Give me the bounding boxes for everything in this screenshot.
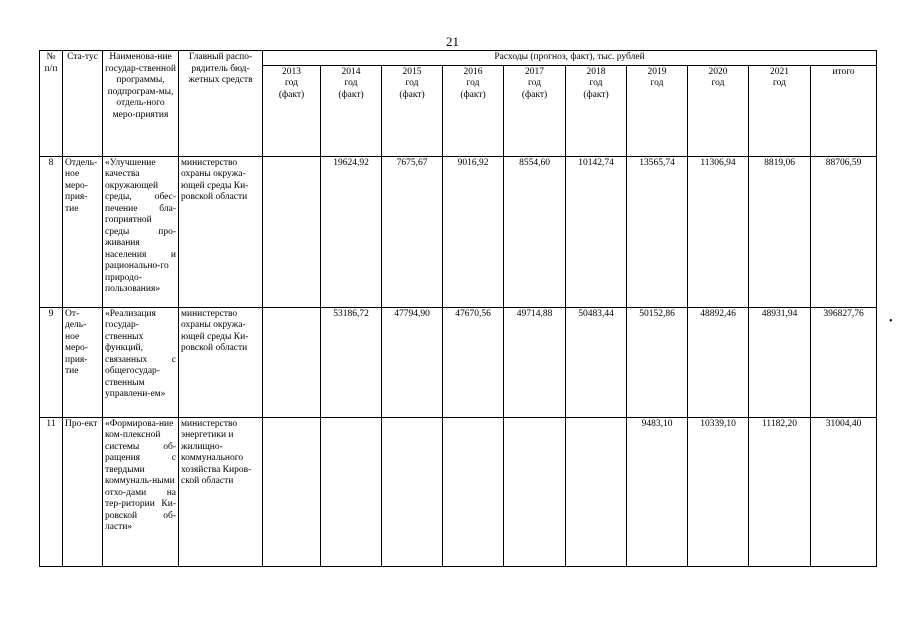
header-expenses: Расходы (прогноз, факт), тыс. рублей	[263, 51, 877, 66]
header-year-year: 2016	[463, 66, 483, 77]
row-value-2017: 49714,88	[504, 307, 566, 417]
header-year-2013	[263, 65, 321, 156]
header-year-unit: год	[773, 78, 786, 88]
row-value-2014: 19624,92	[321, 156, 382, 307]
header-manager: Главный распо-рядитель бюд-жетных средств	[179, 51, 263, 157]
header-year-kind: (факт)	[583, 89, 609, 100]
header-year-unit: год	[528, 78, 541, 88]
row-value-2018	[566, 417, 627, 566]
table-row	[40, 307, 877, 417]
row-value-2013	[263, 417, 321, 566]
row-num: 9	[40, 307, 63, 417]
header-year-year: 2017	[525, 66, 544, 77]
header-year-unit: год	[589, 78, 603, 88]
row-value-2013	[263, 307, 321, 417]
header-year-unit: год	[405, 78, 419, 88]
header-year-kind: (факт)	[460, 89, 486, 100]
header-year-kind: (факт)	[399, 89, 425, 100]
row-value-2017: 8554,60	[504, 156, 566, 307]
row-value-2015	[382, 417, 443, 566]
row-value-2013	[263, 156, 321, 307]
row-total: 31004,40	[811, 417, 877, 566]
header-year-unit: год	[466, 78, 480, 88]
row-manager: министерство охраны окружа-ющей среды Ки-ровской области	[179, 307, 263, 417]
row-manager: министерство охраны окружа-ющей среды Ки-ровской области	[179, 156, 263, 307]
header-year-2014	[321, 65, 382, 156]
header-year-year: 2014	[341, 66, 361, 77]
header-year-unit: год	[711, 78, 725, 88]
header-name: Наименова-ние государ-ственной программы, подпрограм-мы, отдель-ного меро-приятия	[103, 51, 179, 157]
row-name: «Формирова-ние ком-плексной системы об-ращения с твердыми коммуналь-ными отхо-дами на тер-ритории Ки-ровской об-ласти»	[103, 417, 179, 566]
expenses-table	[39, 50, 877, 567]
header-year-2017	[504, 65, 566, 156]
row-status: Про-ект	[63, 417, 103, 566]
row-total: 396827,76	[811, 307, 877, 417]
header-status: Ста-тус	[63, 51, 103, 157]
header-num: № п/п	[40, 51, 63, 157]
header-year-2020	[688, 65, 749, 156]
table-row	[40, 417, 877, 566]
header-year-year: 2021	[770, 66, 789, 77]
row-name: «Реализация государ-ственных функций, связанных с общегосудар-ственным управлени-ем»	[103, 307, 179, 417]
row-total: 88706,59	[811, 156, 877, 307]
header-year-2015	[382, 65, 443, 156]
row-value-2017	[504, 417, 566, 566]
header-year-year: 2018	[586, 66, 606, 77]
row-value-2021: 8819,06	[749, 156, 811, 307]
row-value-2014: 53186,72	[321, 307, 382, 417]
header-year-unit: год	[650, 78, 664, 88]
row-value-2019: 50152,86	[627, 307, 688, 417]
row-num: 11	[40, 417, 63, 566]
row-manager: министерство энергетики и жилищно-коммунального хозяйства Киров-ской области	[179, 417, 263, 566]
header-year-year: 2013	[282, 66, 301, 77]
row-value-2014	[321, 417, 382, 566]
row-value-2015: 47794,90	[382, 307, 443, 417]
row-value-2018: 50483,44	[566, 307, 627, 417]
table-body	[40, 156, 877, 566]
header-year-2021	[749, 65, 811, 156]
header-year-kind: (факт)	[338, 89, 364, 100]
row-value-2020: 10339,10	[688, 417, 749, 566]
header-year-unit: год	[344, 78, 358, 88]
margin-mark: •	[889, 316, 893, 327]
header-year-year: 2019	[647, 66, 667, 77]
header-year-2018	[566, 65, 627, 156]
row-value-2020: 11306,94	[688, 156, 749, 307]
header-year-kind: (факт)	[521, 89, 548, 100]
row-value-2015: 7675,67	[382, 156, 443, 307]
row-value-2018: 10142,74	[566, 156, 627, 307]
header-year-unit: год	[285, 78, 298, 88]
row-num: 8	[40, 156, 63, 307]
row-name: «Улучшение качества окружающей среды, обес-печение бла-гоприятной среды про-живания населения и рационально-го природо-пользования»	[103, 156, 179, 307]
row-value-2021: 48931,94	[749, 307, 811, 417]
row-value-2016: 47670,56	[443, 307, 504, 417]
header-year-kind: (факт)	[278, 89, 305, 100]
row-status: Отдель-ное меро-прия-тие	[63, 156, 103, 307]
header-year-2016	[443, 65, 504, 156]
page-number: 21	[446, 34, 459, 49]
row-status: От-дель-ное меро-прия-тие	[63, 307, 103, 417]
row-value-2016	[443, 417, 504, 566]
header-total: итого	[811, 65, 877, 156]
table-row	[40, 156, 877, 307]
header-year-year: 2015	[402, 66, 422, 77]
header-year-2019	[627, 65, 688, 156]
row-value-2016: 9016,92	[443, 156, 504, 307]
header-row-1	[40, 51, 877, 66]
header-year-year: 2020	[708, 66, 728, 77]
row-value-2019: 13565,74	[627, 156, 688, 307]
row-value-2019: 9483,10	[627, 417, 688, 566]
row-value-2021: 11182,20	[749, 417, 811, 566]
row-value-2020: 48892,46	[688, 307, 749, 417]
